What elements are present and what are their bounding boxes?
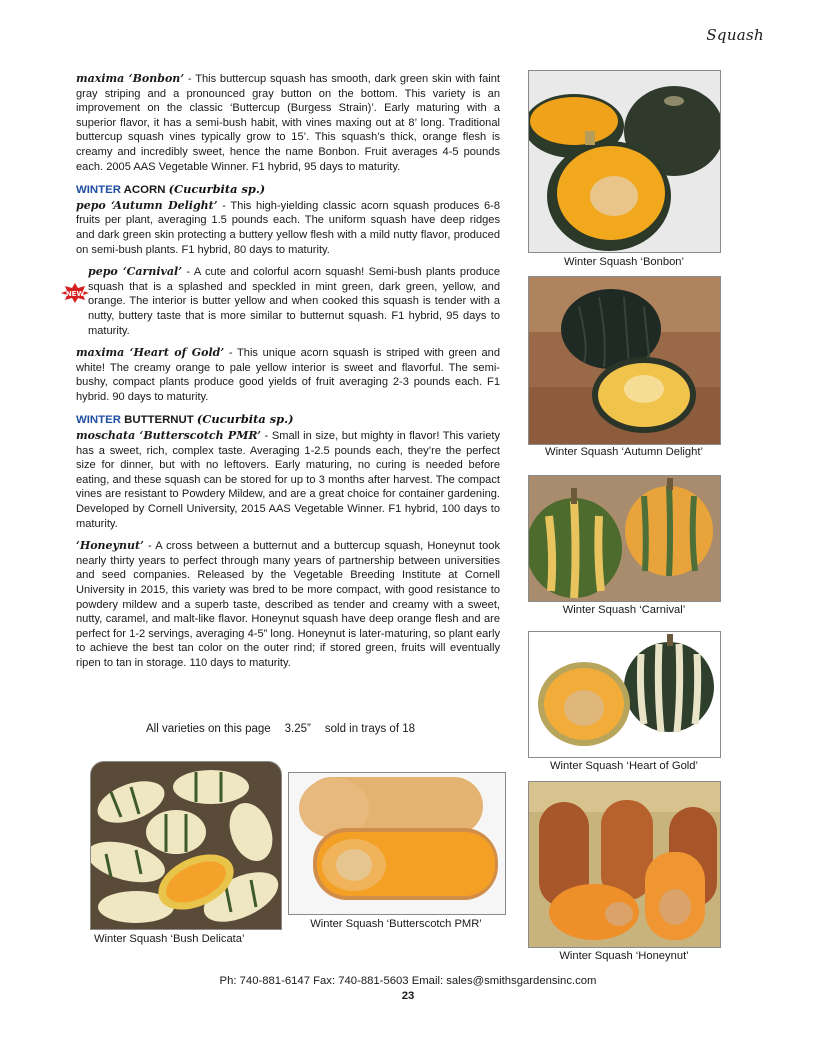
caption-bush-delicata: Winter Squash ‘Bush Delicata’ (94, 933, 245, 945)
photo-bonbon (528, 70, 721, 253)
caption-butterscotch: Winter Squash ‘Butterscotch PMR’ (310, 918, 482, 930)
page-number: 23 (401, 990, 415, 1002)
footer-contact: Ph: 740-881-6147 Fax: 740-881-5603 Email: sales@smithsgardensinc.com (219, 975, 597, 987)
entry-bonbon: maxima ‘Bonbon’ - This buttercup squash has smooth, dark green skin with faint gray striping and a pronounced gray button on the bottom. This variety is an improvement on the classic ‘Buttercup (Burgess Strain)’. Early maturing with a superior flavor, it has a semi-bush habit, with vines maxing out at 8’ long. Traditional buttercup squash vines typically grow to 15’. This squash’s thick, orange flesh is creamy and incredibly sweet, hence the name Bonbon. Fruit averages 4-5 pounds each. 2005 AAS Vegetable Winner. F1 hybrid, 95 days to maturity. (76, 72, 500, 173)
caption-bonbon: Winter Squash ‘Bonbon’ (563, 256, 685, 268)
photo-carnival (528, 475, 721, 602)
caption-carnival: Winter Squash ‘Carnival’ (562, 604, 686, 616)
photo-butterscotch (288, 772, 506, 915)
entry-heart-of-gold: maxima ‘Heart of Gold’ - This unique acorn squash is striped with green and white! The creamy orange to pale yellow interior is sweet and flavorful. The semi-bushy, compact plants produce good yields of fruit averaging 2-3 pounds each. F1 hybrid. 90 days to maturity. (76, 346, 500, 403)
entry-honeynut: ‘Honeynut’ - A cross between a butternut and a buttercup squash, Honeynut took nearly thirty years to perfect through many years of partnership between universities and seed companies. Released by the Vegetable Breeding Institute at Cornell University in 2015, this variety was bred to be more compact, with good resistance to powdery mildew and a superb taste, described as tender and creamy with a sweet, nutty, caramel, and malt-like flavor. Honeynut squash have deep orange flesh and are perfect for 1-2 servings, averaging 4-5” long. Honeynut is later-maturing, so plant early to achieve the best tan color on the outer rind; if stored green, fruits will eventually ripen to tan in storage. 110 days to maturity. (76, 539, 500, 669)
entry-butterscotch: moschata ‘Butterscotch PMR’ - Small in size, but mighty in flavor! This variety has a sweet, rich, complex taste. Averaging 1-2.5 pounds each, they’re the perfect size for dinner, but with no leftovers. Early maturing, no curing is needed before eating, and these squash can be stored for up to 3 months after harvest. The compact vines are resistant to Powdery Mildew, and are a great choice for container gardening. Developed by Cornell University, 2015 AAS Vegetable Winner. F1 hybrid, 100 days to maturity. (76, 429, 500, 530)
caption-heart-of-gold: Winter Squash ‘Heart of Gold’ (550, 760, 698, 772)
section-winter-butternut: WINTER BUTTERNUT (Cucurbita sp.) (76, 412, 294, 427)
photo-honeynut (528, 781, 721, 948)
caption-autumn-delight: Winter Squash ‘Autumn Delight’ (545, 446, 703, 458)
photo-autumn-delight (528, 276, 721, 445)
page-title: Squash (706, 26, 764, 44)
variety-descriptions (76, 72, 500, 679)
section-winter-acorn: WINTER ACORN (Cucurbita sp.) (76, 182, 266, 197)
photo-bush-delicata (90, 761, 282, 930)
entry-carnival: pepo ‘Carnival’ - A cute and colorful acorn squash! Semi-bush plants produce squash that is a splashed and speckled in mint green, dark green, yellow, and orange. The interior is butter yellow and when cooked this squash is tender with a nutty, buttery taste that is more similar to butternut squash. F1 hybrid, 95 days to maturity. (88, 265, 500, 337)
availability-note: All varieties on this page 3.25” sold in trays of 18 (146, 723, 416, 735)
photo-heart-of-gold (528, 631, 721, 758)
svg-text:NEW: NEW (65, 290, 85, 298)
entry-autumn-delight: pepo ‘Autumn Delight’ - This high-yielding classic acorn squash produces 6-8 fruits per plant, averaging 1.5 pounds each. The uniform squash have deep ridges and dark green skin protecting a buttery yellow flesh with a mild nutty flavor, produced on semi-bush plants. F1 hybrid, 80 days to maturity. (76, 198, 500, 256)
caption-honeynut: Winter Squash ‘Honeynut’ (559, 950, 689, 962)
